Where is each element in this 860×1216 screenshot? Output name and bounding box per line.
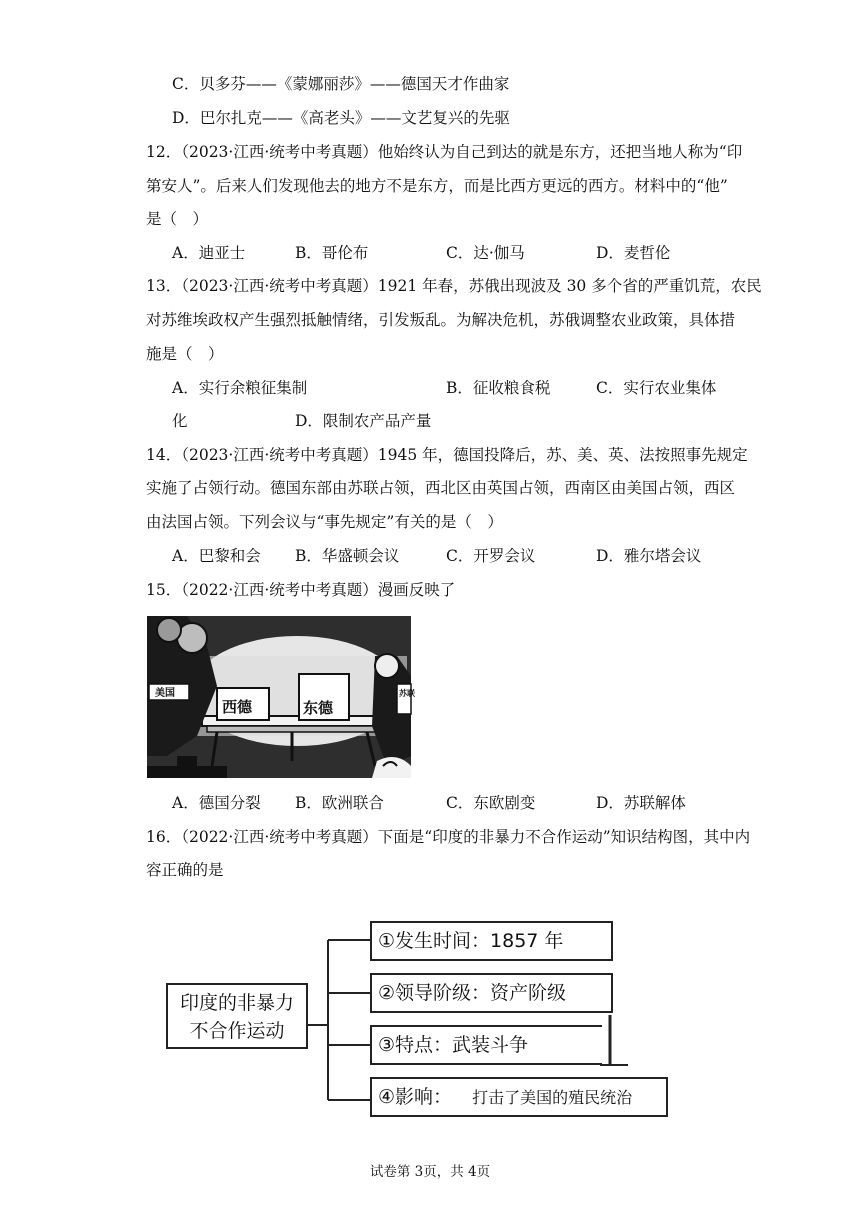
q12-option-a: A．迪亚士: [172, 244, 246, 262]
q12-option-d: D．麦哲伦: [596, 244, 671, 262]
q13-stem-line3: 施是（ ）: [146, 345, 224, 363]
q12-option-b: B．哥伦布: [295, 244, 369, 262]
q16-stem-line2: 容正确的是: [146, 861, 224, 879]
diagram-item-4-prefix: ④影响：: [378, 1086, 453, 1108]
q14-stem-line2: 实施了占领行动。德国东部由苏联占领，西北区由英国占领，西南区由美国占领，西区: [146, 479, 736, 497]
q13-option-d: D．限制农产品产量: [295, 412, 432, 430]
knowledge-structure-diagram: [160, 915, 680, 1125]
q11-option-c: C．贝多芬——《蒙娜丽莎》——德国天才作曲家: [172, 75, 510, 93]
q14-option-d: D．雅尔塔会议: [596, 547, 702, 565]
q16-stem-line1: 16．（2022·江西·统考中考真题）下面是“印度的非暴力不合作运动”知识结构图，其中内: [146, 828, 751, 846]
q13-option-a: A．实行余粮征集制: [172, 379, 308, 397]
q12-stem-line2: 第安人”。后来人们发现他去的地方不是东方，而是比西方更远的西方。材料中的“他”: [146, 177, 728, 195]
q15-option-a: A．德国分裂: [172, 794, 261, 812]
q14-stem-line1: 14．（2023·江西·统考中考真题）1945 年，德国投降后，苏、美、英、法按照事先规定: [146, 446, 748, 464]
diagram-item-4-text: 打击了美国的殖民统治: [472, 1088, 633, 1107]
cartoon-image: [147, 616, 415, 778]
diagram-item-2-text: ②领导阶级：资产阶级: [378, 982, 567, 1004]
diagram-item-3: [370, 1025, 602, 1065]
cartoon-drawing: [147, 616, 415, 778]
q14-stem-line3: 由法国占领。下列会议与“事先规定”有关的是（ ）: [146, 513, 503, 531]
q15-option-d: D．苏联解体: [596, 794, 686, 812]
q13-stem-line2: 对苏维埃政权产生强烈抵触情绪，引发叛乱。为解决危机，苏俄调整农业政策，具体措: [146, 311, 736, 329]
cartoon-label-east-germany: 东德: [303, 699, 334, 717]
page-footer: 试卷第 3页，共 4页: [369, 1164, 491, 1180]
diagram-root-box: [166, 983, 308, 1049]
cartoon-label-us: 美国: [155, 688, 175, 699]
q14-option-b: B．华盛顿会议: [295, 547, 400, 565]
diagram-item-1: [370, 921, 613, 961]
q13-option-c-wrap: 化: [172, 412, 188, 430]
diagram-item-1-text: ①发生时间：1857 年: [378, 930, 564, 952]
diagram-item-3-text: ③特点：武装斗争: [378, 1034, 529, 1056]
diagram-item-2: [370, 973, 613, 1013]
cartoon-label-west-germany: 西德: [222, 698, 253, 716]
q12-stem-line3: 是（ ）: [146, 210, 209, 228]
q13-stem-line1: 13．（2023·江西·统考中考真题）1921 年春，苏俄出现波及 30 多个省的严重饥荒，农民: [146, 277, 762, 295]
q12-option-c: C．达·伽马: [446, 244, 525, 262]
q15-stem-line1: 15．（2022·江西·统考中考真题）漫画反映了: [146, 581, 456, 599]
q13-option-b: B．征收粮食税: [446, 379, 551, 397]
diagram-root-line2: 不合作运动: [189, 1020, 285, 1042]
cartoon-label-soviet: 苏联: [399, 689, 415, 698]
q13-option-c: C．实行农业集体: [596, 379, 717, 397]
q14-option-c: C．开罗会议: [446, 547, 536, 565]
diagram-item-4: [370, 1077, 668, 1117]
diagram-root-line1: 印度的非暴力: [179, 992, 294, 1014]
q15-option-b: B．欧洲联合: [295, 794, 384, 812]
q15-option-c: C．东欧剧变: [446, 794, 536, 812]
q11-option-d: D．巴尔扎克——《高老头》——文艺复兴的先驱: [172, 109, 510, 127]
q12-stem-line1: 12．（2023·江西·统考中考真题）他始终认为自己到达的就是东方，还把当地人称为“印: [146, 143, 743, 161]
q14-option-a: A．巴黎和会: [172, 547, 261, 565]
